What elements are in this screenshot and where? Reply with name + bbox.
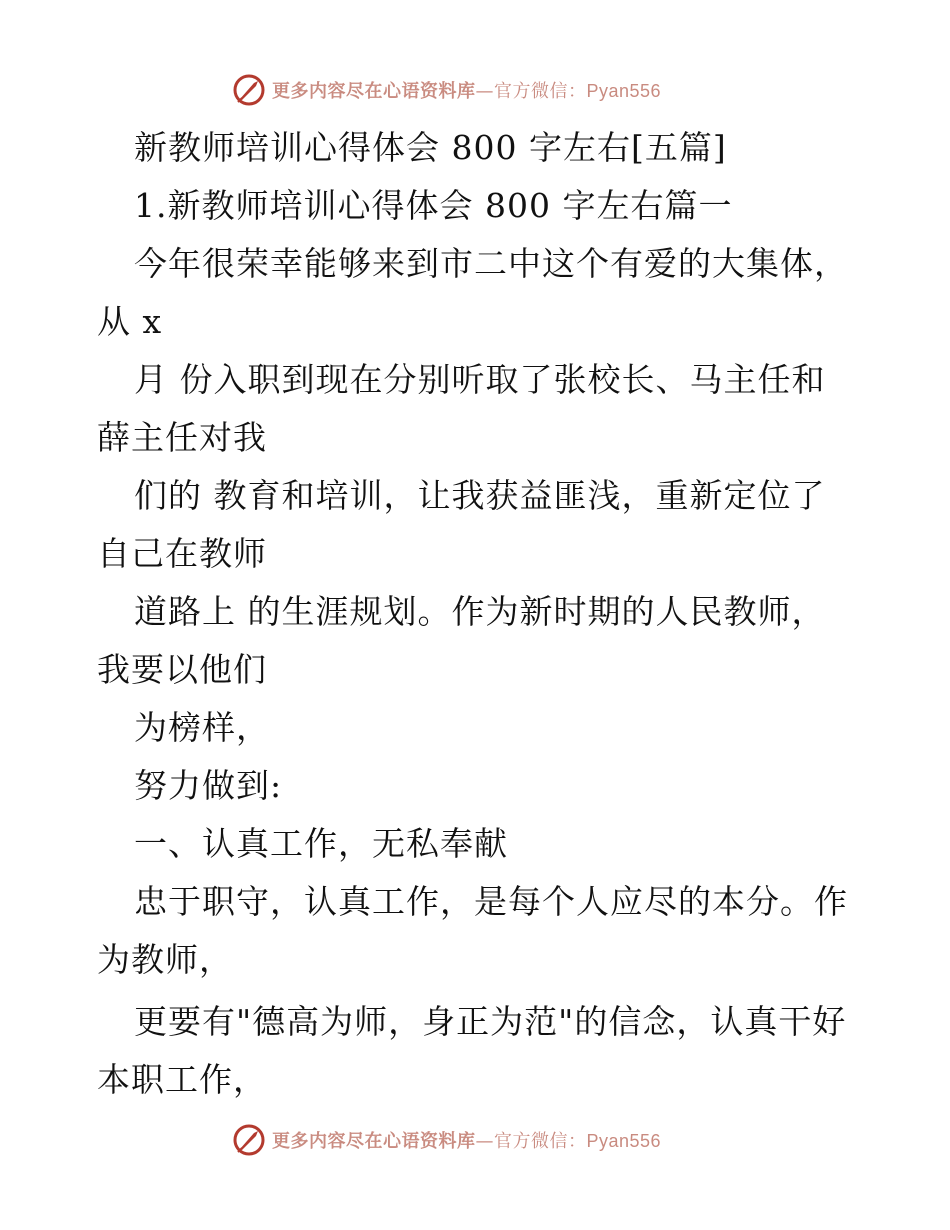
text-line: 从 x [97, 302, 163, 341]
text-line: 忠于职守，认真工作，是每个人应尽的本分。作 [134, 882, 848, 921]
text-line: 我要以他们 [97, 650, 267, 689]
watermark-text: 更多内容尽在心语资料库—官方微信：Pyan556 [272, 1131, 662, 1152]
text-line: 们的 教育和培训，让我获益匪浅，重新定位了 [134, 476, 826, 515]
feather-pen-logo-icon [232, 1123, 266, 1157]
text-line: 本职工作， [97, 1060, 267, 1099]
text-line: 为榜样， [134, 708, 270, 747]
footer-watermark [232, 1122, 661, 1158]
text-line: 为教师， [97, 940, 233, 979]
watermark-text: 更多内容尽在心语资料库—官方微信：Pyan556 [272, 81, 662, 102]
header-watermark [232, 72, 661, 108]
text-line: 努力做到: [134, 766, 283, 805]
text-line: 月 份入职到现在分别听取了张校长、马主任和 [134, 360, 826, 399]
text-line: 道路上 的生涯规划。作为新时期的人民教师， [134, 592, 826, 631]
document-title: 新教师培训心得体会 800 字左右[五篇] [134, 128, 727, 167]
subsection-heading: 一、认真工作，无私奉献 [134, 824, 508, 863]
text-line: 薛主任对我 [97, 418, 267, 457]
feather-pen-logo-icon [232, 73, 266, 107]
text-line: 今年很荣幸能够来到市二中这个有爱的大集体， [134, 244, 848, 283]
text-line: 更要有"德高为师，身正为范"的信念，认真干好 [134, 1002, 847, 1041]
section-heading: 1.新教师培训心得体会 800 字左右篇一 [134, 186, 733, 225]
text-line: 自己在教师 [97, 534, 267, 573]
